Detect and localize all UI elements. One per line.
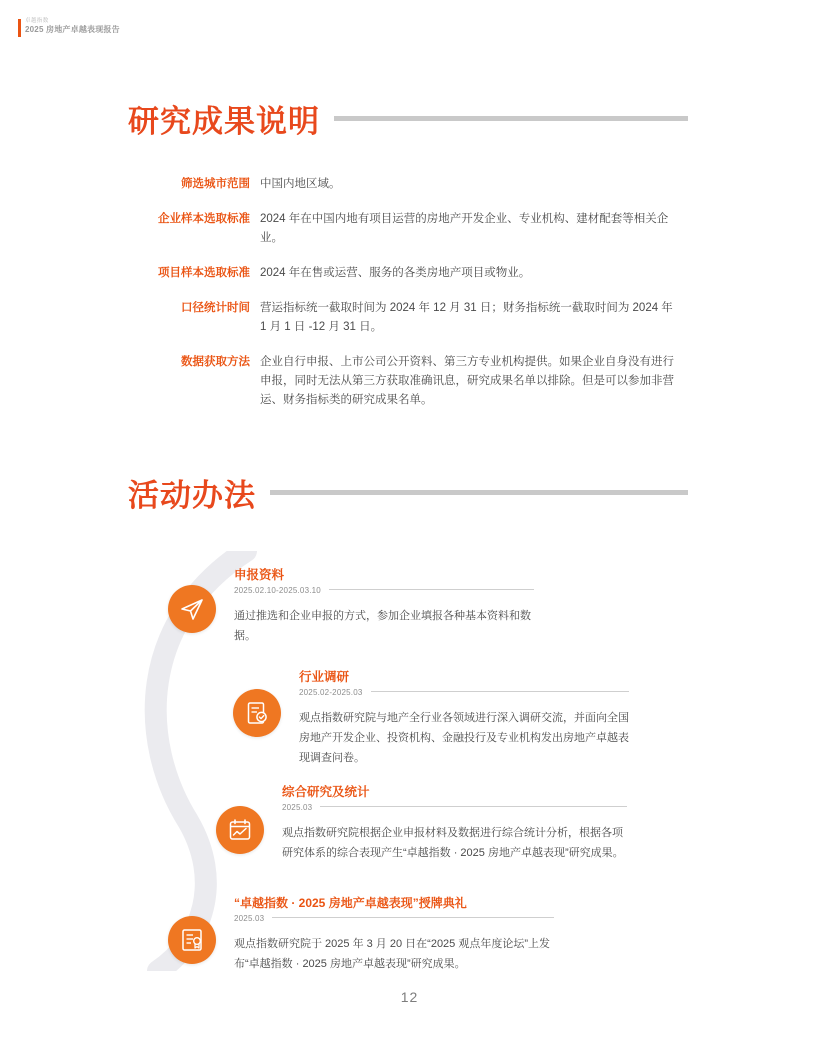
section-title-row xyxy=(128,96,688,141)
definition-term: 数据获取方法 xyxy=(181,356,250,368)
timeline-step-2 xyxy=(233,670,703,768)
header-accent-bar xyxy=(18,19,21,37)
award-certificate-icon xyxy=(168,916,216,964)
timeline-step-daterow xyxy=(282,800,627,812)
timeline-date-divider xyxy=(329,589,534,590)
timeline-step-body xyxy=(282,782,627,863)
timeline-step-text: 通过推选和企业申报的方式，参加企业填报各种基本资料和数据。 xyxy=(234,610,531,642)
timeline-step-date: 2025.02.10-2025.03.10 xyxy=(234,586,321,595)
definition-term: 口径统计时间 xyxy=(181,302,250,314)
definition-term: 筛选城市范围 xyxy=(181,178,250,190)
timeline-step-date: 2025.02-2025.03 xyxy=(299,688,363,697)
definition-row xyxy=(128,175,688,194)
page-number: 12 xyxy=(400,989,419,1005)
header-text-block xyxy=(25,18,120,35)
timeline-step-body xyxy=(234,565,534,646)
definition-row xyxy=(128,299,688,337)
timeline-step-text: 观点指数研究院与地产全行业各领域进行深入调研交流，并面向全国房地产开发企业、投资机构、金融投行及专业机构发出房地产卓越表现调查问卷。 xyxy=(299,712,629,764)
timeline-date-divider xyxy=(371,691,630,692)
definition-list xyxy=(128,175,688,410)
chart-calendar-icon xyxy=(216,806,264,854)
definition-row xyxy=(128,264,688,283)
timeline-step-date: 2025.03 xyxy=(234,914,265,923)
paper-plane-icon xyxy=(168,585,216,633)
section-research-results xyxy=(128,96,688,410)
timeline-step-1 xyxy=(168,568,688,646)
timeline-step-daterow xyxy=(234,583,534,595)
document-check-icon xyxy=(233,689,281,737)
section-title-row xyxy=(128,470,688,515)
definition-description: 营运指标统一截取时间为 2024 年 12 月 31 日；财务指标统一截取时间为 2024 年 1 月 1 日 -12 月 31 日。 xyxy=(260,302,673,333)
header-brand-line: 卓越指数 xyxy=(25,18,49,24)
activity-timeline xyxy=(128,551,688,971)
timeline-step-text: 观点指数研究院于 2025 年 3 月 20 日在“2025 观点年度论坛”上发布“卓越指数 · 2025 房地产卓越表现”研究成果。 xyxy=(234,938,551,970)
page-title: 研究成果说明 xyxy=(128,104,320,139)
section-title: 活动办法 xyxy=(128,478,256,513)
header-report-title: 2025 房地产卓越表现报告 xyxy=(25,25,120,34)
timeline-step-title: 申报资料 xyxy=(234,568,285,582)
timeline-step-daterow xyxy=(299,685,629,697)
timeline-step-4 xyxy=(168,896,688,974)
section-activity-method xyxy=(128,470,688,971)
timeline-date-divider xyxy=(320,806,627,807)
definition-term: 企业样本选取标准 xyxy=(158,213,250,225)
title-divider xyxy=(270,490,688,495)
definition-term: 项目样本选取标准 xyxy=(158,267,250,279)
timeline-step-body xyxy=(234,894,554,974)
definition-description: 企业自行申报、上市公司公开资料、第三方专业机构提供。如果企业自身没有进行申报，同时无法从第三方获取准确讯息，研究成果名单以排除。但是可以参加非营运、财务指标类的研究成果名单。 xyxy=(260,356,674,406)
definition-description: 2024 年在中国内地有项目运营的房地产开发企业、专业机构、建材配套等相关企业。 xyxy=(260,213,669,244)
definition-description: 2024 年在售或运营、服务的各类房地产项目或物业。 xyxy=(260,267,531,279)
timeline-step-title: “卓越指数 · 2025 房地产卓越表现”授牌典礼 xyxy=(234,896,467,910)
timeline-step-title: 行业调研 xyxy=(299,670,350,684)
timeline-step-text: 观点指数研究院根据企业申报材料及数据进行综合统计分析，根据各项研究体系的综合表现产生“卓越指数 · 2025 房地产卓越表现”研究成果。 xyxy=(282,827,624,859)
title-divider xyxy=(334,116,688,121)
timeline-step-date: 2025.03 xyxy=(282,803,313,812)
definition-row xyxy=(128,210,688,248)
timeline-step-daterow xyxy=(234,911,554,923)
timeline-date-divider xyxy=(272,917,554,918)
timeline-step-3 xyxy=(216,785,696,863)
timeline-step-body xyxy=(299,667,629,768)
page-header xyxy=(18,18,120,37)
timeline-step-title: 综合研究及统计 xyxy=(282,785,370,799)
definition-description: 中国内地区域。 xyxy=(260,178,341,190)
definition-row xyxy=(128,353,688,410)
